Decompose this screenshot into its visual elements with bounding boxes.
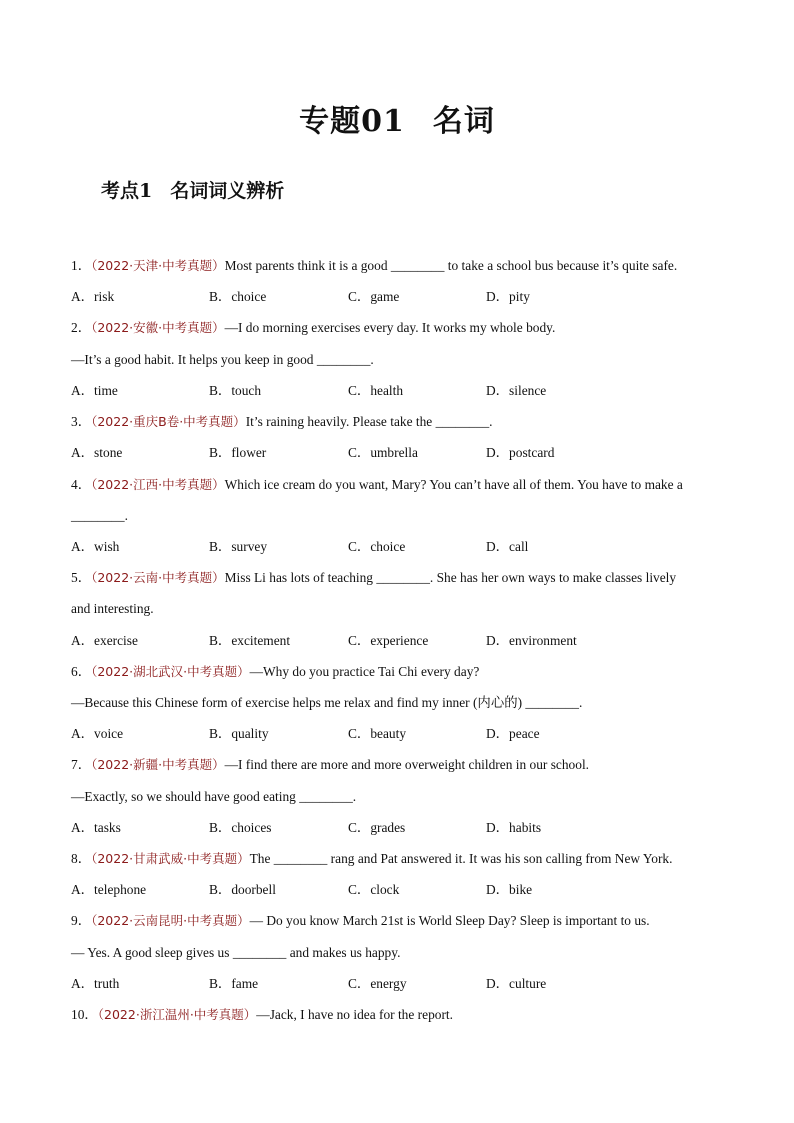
question-5 [71, 570, 731, 586]
question-number: 1． [71, 258, 92, 273]
question-6-line-2: —Because this Chinese form of exercise helps me relax and find my inner (内心的) ________. [71, 695, 583, 710]
option-a[interactable]: A．risk [71, 289, 115, 304]
option-c[interactable]: C．experience [348, 633, 429, 648]
option-b[interactable]: B．flower [209, 445, 267, 460]
question-source: （2022·安徽·中考真题） [91, 320, 225, 335]
question-5-line-2: and interesting. [71, 601, 154, 616]
option-a[interactable]: A．exercise [71, 633, 138, 648]
option-a[interactable]: A．stone [71, 445, 123, 460]
page-title [0, 96, 794, 140]
section-heading [101, 176, 284, 203]
option-c[interactable]: C．grades [348, 820, 406, 835]
question-source: （2022·天津·中考真题） [91, 258, 225, 273]
option-d[interactable]: D．silence [486, 383, 547, 398]
option-c[interactable]: C．clock [348, 882, 400, 897]
option-a[interactable]: A．time [71, 383, 118, 398]
option-b[interactable]: B．quality [209, 726, 269, 741]
option-b[interactable]: B．doorbell [209, 882, 276, 897]
question-number: 3． [71, 414, 92, 429]
question-source: （2022·甘肃武威·中考真题） [91, 851, 250, 866]
question-number: 9． [71, 913, 92, 928]
question-2-line-2: —It’s a good habit. It helps you keep in good ________. [71, 352, 374, 367]
question-9 [71, 913, 731, 929]
question-number: 2． [71, 320, 92, 335]
question-text: The ________ rang and Pat answered it. It was his son calling from New York. [249, 851, 673, 866]
option-a[interactable]: A．voice [71, 726, 124, 741]
question-4-line-2: ________. [71, 508, 128, 523]
option-c[interactable]: C．choice [348, 539, 406, 554]
question-text: Most parents think it is a good ________ to take a school bus because it’s quite safe. [224, 258, 678, 273]
question-source: （2022·新疆·中考真题） [91, 757, 225, 772]
option-b[interactable]: B．survey [209, 539, 268, 554]
question-number: 10． [71, 1007, 98, 1022]
question-7 [71, 757, 731, 773]
title-subject: 名词 [432, 104, 495, 139]
question-text: It’s raining heavily. Please take the ________. [245, 414, 493, 429]
question-4 [71, 477, 731, 493]
question-text: —I do morning exercises every day. It works my whole body. [224, 320, 556, 335]
option-d[interactable]: D．postcard [486, 445, 555, 460]
section-name: 名词词义辨析 [170, 180, 285, 202]
question-text: — Do you know March 21st is World Sleep Day? Sleep is important to us. [249, 913, 650, 928]
option-d[interactable]: D．culture [486, 976, 547, 991]
option-c[interactable]: C．umbrella [348, 445, 418, 460]
option-b[interactable]: B．choice [209, 289, 267, 304]
question-source: （2022·云南昆明·中考真题） [91, 913, 250, 928]
title-topic: 专题01 [299, 104, 405, 139]
question-source: （2022·云南·中考真题） [91, 570, 225, 585]
question-8 [71, 851, 731, 867]
option-d[interactable]: D．pity [486, 289, 530, 304]
option-d[interactable]: D．environment [486, 633, 577, 648]
question-text: Miss Li has lots of teaching ________. She has her own ways to make classes lively [224, 570, 677, 585]
question-9-line-2: — Yes. A good sleep gives us ________ and makes us happy. [71, 945, 401, 960]
question-number: 7． [71, 757, 92, 772]
option-d[interactable]: D．peace [486, 726, 540, 741]
question-7-line-2: —Exactly, so we should have good eating ________. [71, 789, 357, 804]
option-d[interactable]: D．call [486, 539, 529, 554]
question-1 [71, 258, 731, 274]
question-source: （2022·浙江温州·中考真题） [97, 1007, 257, 1022]
option-a[interactable]: A．truth [71, 976, 120, 991]
option-b[interactable]: B．excitement [209, 633, 291, 648]
question-number: 8． [71, 851, 92, 866]
question-source: （2022·湖北武汉·中考真题） [91, 664, 250, 679]
option-d[interactable]: D．habits [486, 820, 542, 835]
question-6 [71, 664, 731, 680]
option-c[interactable]: C．energy [348, 976, 407, 991]
question-source: （2022·重庆B卷·中考真题） [91, 414, 246, 429]
question-text: —I find there are more and more overweight children in our school. [224, 757, 590, 772]
option-b[interactable]: B．fame [209, 976, 259, 991]
option-c[interactable]: C．game [348, 289, 400, 304]
question-source: （2022·江西·中考真题） [91, 477, 225, 492]
question-number: 5． [71, 570, 92, 585]
option-b[interactable]: B．touch [209, 383, 262, 398]
question-text: Which ice cream do you want, Mary? You can’t have all of them. You have to make a [224, 477, 683, 492]
question-number: 6． [71, 664, 92, 679]
option-a[interactable]: A．wish [71, 539, 120, 554]
question-2 [71, 320, 731, 336]
option-d[interactable]: D．bike [486, 882, 533, 897]
option-a[interactable]: A．tasks [71, 820, 121, 835]
question-text: —Jack, I have no idea for the report. [256, 1007, 453, 1022]
question-3 [71, 414, 731, 430]
question-text: —Why do you practice Tai Chi every day? [249, 664, 480, 679]
option-b[interactable]: B．choices [209, 820, 272, 835]
section-number: 考点1 [101, 180, 153, 202]
question-10 [71, 1007, 731, 1023]
question-number: 4． [71, 477, 92, 492]
option-c[interactable]: C．health [348, 383, 404, 398]
option-c[interactable]: C．beauty [348, 726, 407, 741]
option-a[interactable]: A．telephone [71, 882, 147, 897]
